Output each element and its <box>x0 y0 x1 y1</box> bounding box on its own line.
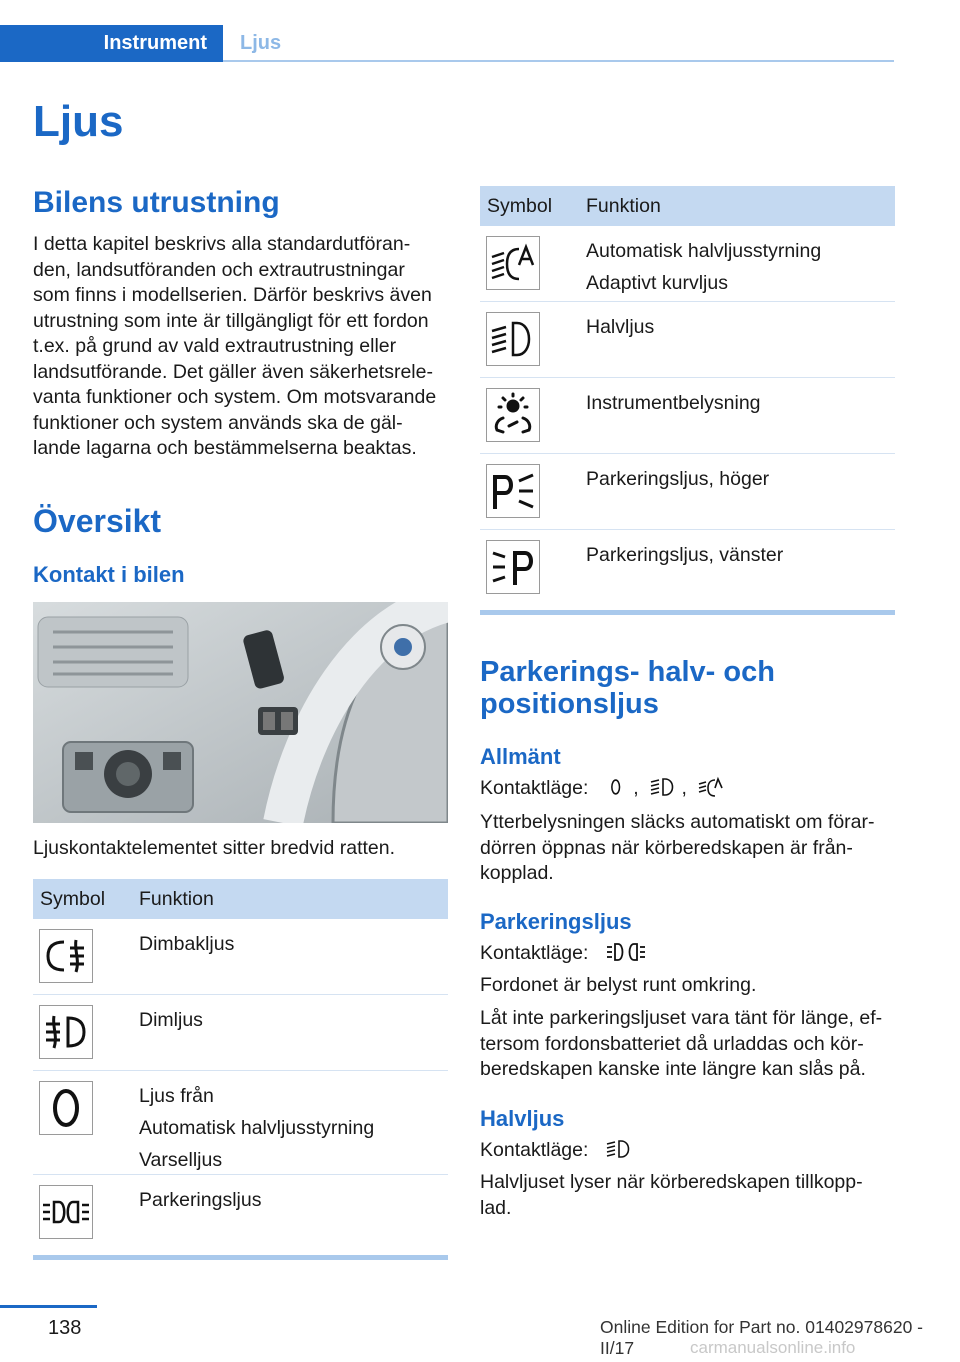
function-text: Parkeringsljus <box>139 1189 262 1211</box>
function-text: Parkeringsljus, höger <box>586 468 770 490</box>
low-beam-icon <box>650 776 676 798</box>
general-text: Ytterbelysningen släcks automatiskt om förar- dörren öppnas när körberedskapen är från- kopplad. <box>480 811 875 884</box>
function-text: Instrumentbelysning <box>586 392 761 414</box>
page-number: 138 <box>48 1317 82 1339</box>
table-row <box>480 378 895 454</box>
edition-text: Online Edition for Part no. 01402978620 - II/17 <box>600 1317 923 1358</box>
heading-overview: Översikt <box>33 503 162 539</box>
function-text: Dimbakljus <box>139 933 235 955</box>
heading-parking-positions: Parkerings- halv- och positionsljus <box>480 656 775 720</box>
function-text: Varselljus <box>139 1149 223 1171</box>
parkinglights-contact <box>480 941 646 967</box>
table-bottom-rule <box>33 1255 448 1260</box>
instrument-lighting-icon <box>486 388 540 442</box>
lowbeam-contact <box>480 1138 632 1164</box>
lowbeam-text: Halvljuset lyser när körberedskapen tillkopp- lad. <box>480 1171 863 1219</box>
table-row <box>480 454 895 530</box>
parking-lights-icon <box>39 1185 93 1239</box>
page-title: Ljus <box>33 97 124 146</box>
parking-light-right-icon <box>486 464 540 518</box>
function-text: Halvljus <box>586 316 655 338</box>
table-row <box>480 530 895 604</box>
table-row <box>33 1071 448 1175</box>
contact-label: Kontaktläge: <box>480 777 589 799</box>
auto-low-beam-icon <box>486 236 540 290</box>
symbol-table-left <box>33 879 448 1260</box>
light-switch-photo <box>33 602 448 823</box>
table-row <box>33 995 448 1071</box>
contact-label: Kontaktläge: <box>480 942 589 964</box>
table-row <box>33 1175 448 1249</box>
table-row <box>480 302 895 378</box>
footer-rule <box>0 1305 97 1308</box>
heading-general: Allmänt <box>480 744 561 769</box>
rear-fog-light-icon <box>39 929 93 983</box>
photo-caption: Ljuskontaktelementet sitter bredvid ratten. <box>33 837 396 859</box>
watermark: carmanualsonline.info <box>690 1338 856 1357</box>
table-header <box>480 186 895 226</box>
lights-off-icon <box>608 776 628 798</box>
col-function: Funktion <box>586 194 661 217</box>
heading-equipment: Bilens utrustning <box>33 186 280 219</box>
table-header <box>33 879 448 919</box>
tab-instrument[interactable]: Instrument <box>0 25 223 62</box>
parkinglights-text-2: Låt inte parkeringsljuset vara tänt för länge, ef- tersom fordonsbatteriet då urladdas och kör- beredskapen kanske inte längre kan slås på. <box>480 1007 883 1080</box>
tab-ljus[interactable]: Ljus <box>240 32 282 54</box>
function-text: Adaptivt kurvljus <box>586 272 728 294</box>
equipment-text: I detta kapitel beskrivs alla standardutföran- den, landsutföranden och extrautrustningar som finns i modellserien. Därför beskrivs även utrustning som inte är tillgängligt för ett fordon t.ex. på grund av vald extrautrustning eller landsutförande. Det gäller även säkerhetsrele- vanta funktioner och system. Om motsvarande funktioner och system används ska de gäl- lande lagarna och bestämmelserna beaktas. <box>33 233 437 459</box>
parkinglights-text-1: Fordonet är belyst runt omkring. <box>480 974 757 996</box>
col-symbol: Symbol <box>487 194 553 217</box>
function-text: Dimljus <box>139 1009 203 1031</box>
separator: , <box>681 777 687 799</box>
low-beam-icon <box>486 312 540 366</box>
table-row <box>33 919 448 995</box>
separator: , <box>633 777 639 799</box>
col-symbol: Symbol <box>40 887 106 910</box>
parking-lights-icon <box>606 941 646 963</box>
heading-contact: Kontakt i bilen <box>33 562 185 587</box>
lights-off-icon <box>39 1081 93 1135</box>
contact-label: Kontaktläge: <box>480 1139 589 1161</box>
heading-parkinglights: Parkeringsljus <box>480 909 632 934</box>
auto-low-beam-icon <box>698 776 724 798</box>
function-text: Ljus från <box>139 1085 214 1107</box>
function-text: Automatisk halvljusstyrning <box>139 1117 375 1139</box>
table-row <box>480 226 895 302</box>
col-function: Funktion <box>139 887 214 910</box>
function-text: Automatisk halvljusstyrning <box>586 240 822 262</box>
heading-lowbeam: Halvljus <box>480 1106 565 1131</box>
function-text: Parkeringsljus, vänster <box>586 544 784 566</box>
parking-light-left-icon <box>486 540 540 594</box>
symbol-table-right <box>480 186 895 615</box>
front-fog-light-icon <box>39 1005 93 1059</box>
low-beam-icon <box>606 1138 632 1160</box>
table-bottom-rule <box>480 610 895 615</box>
general-contact <box>480 776 724 802</box>
